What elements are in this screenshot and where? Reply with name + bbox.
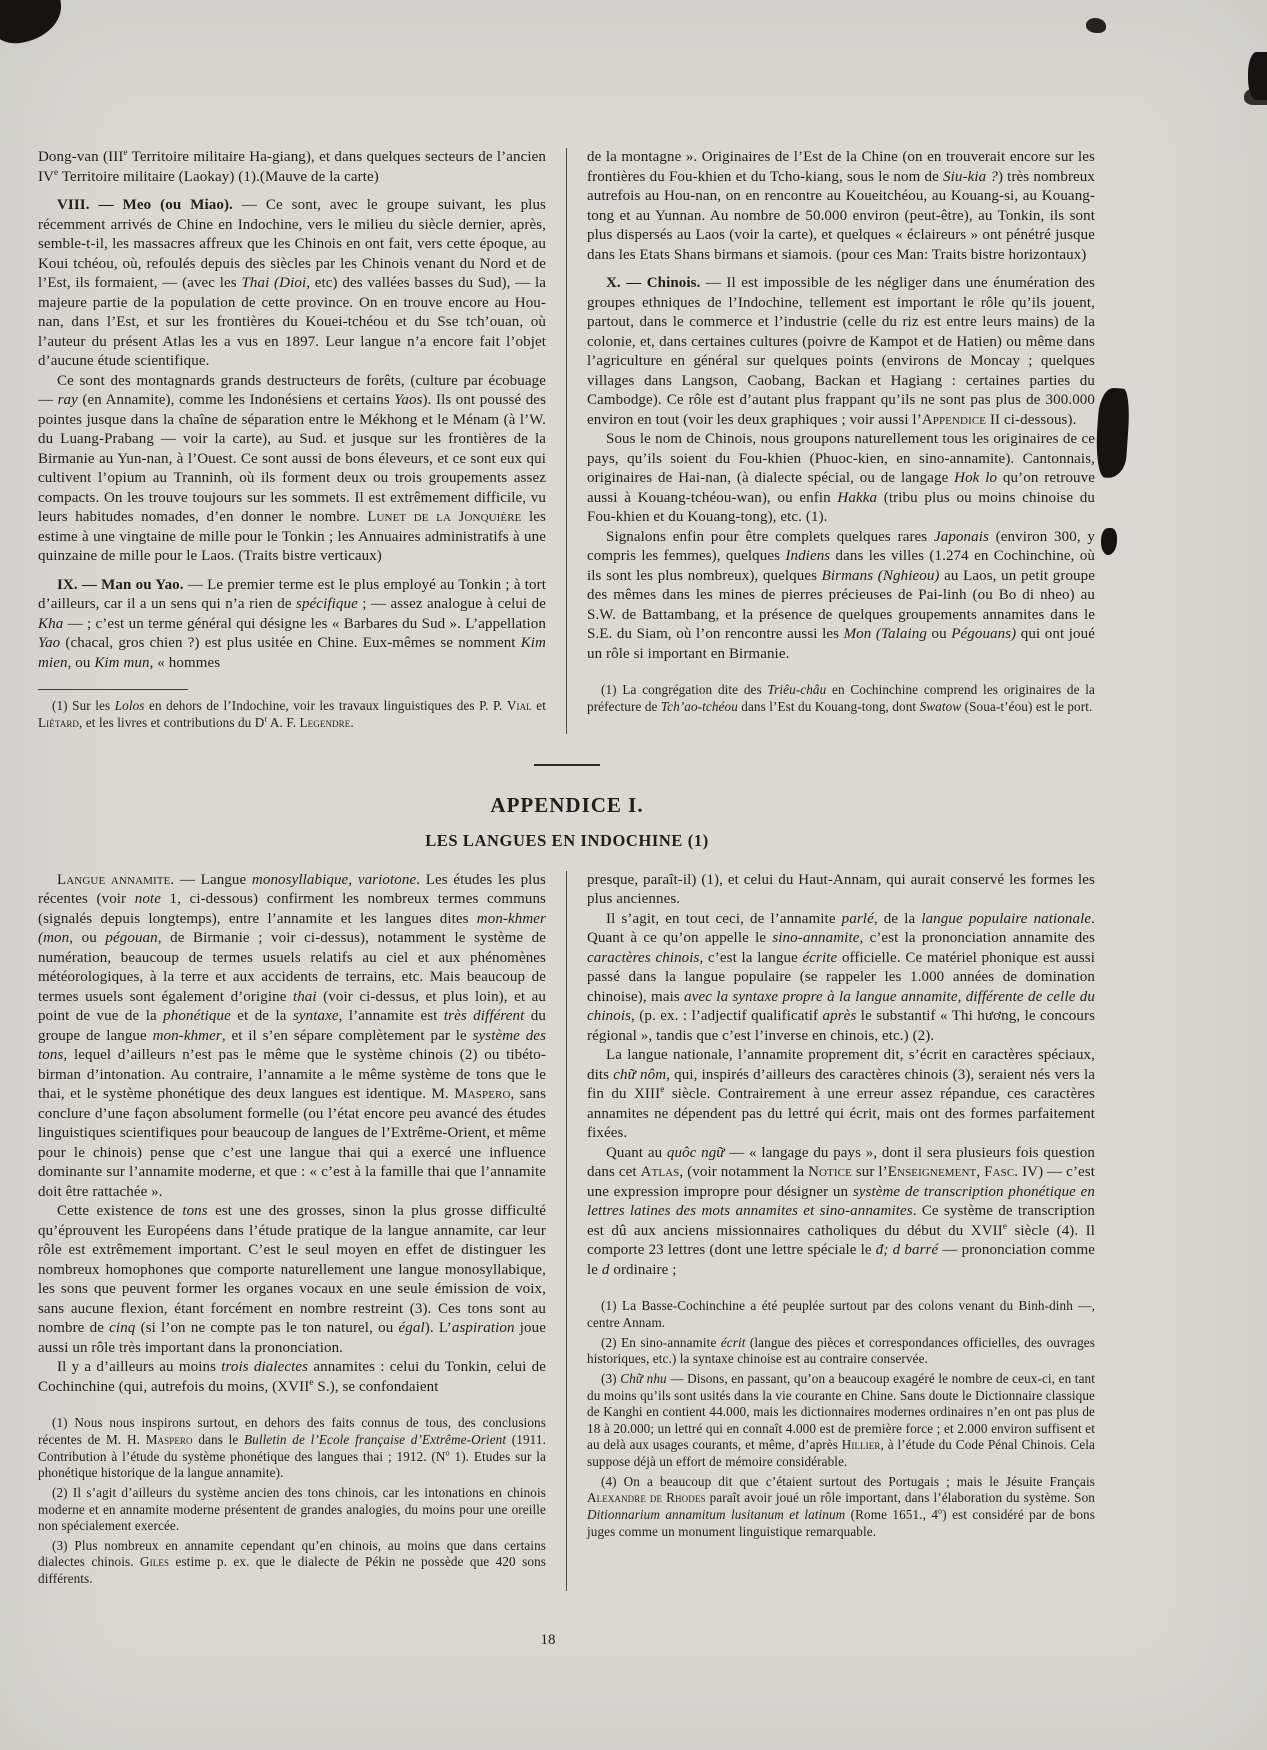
footnote: (4) On a beaucoup dit que c’étaient surtout des Portugais ; mais le Jésuite Français Alexandre de Rhodes paraît avoir joué un rôle important, dans l’élaboration du système. Son Ditionnarium annamitum lusitanum et latinum (Rome 1651., 4$^o$) est considéré par de bons juges comme un monument linguistique remarquable. (587, 1473, 1095, 1539)
footnote: (3) Chữ nhu — Disons, en passant, qu’on a beaucoup exagéré le nombre de ceux-ci, en tant du moins qu’ils sont usités dans la vie courante en Chine. Sans doute le Dictionnaire classique de Kanghi en contient 44.000, mais les dictionnaires modernes ordinaires n’en ont pas plus de 18 à 20.000; un lettré qui en connaît 4.000 est de première force ; et 2.000 environ suffisent et au delà aux usages courants, et même, d’après Hillier, à l’étude du Code Pénal Chinois. Cela suppose déjà un effort de mémoire considérable. (587, 1370, 1095, 1470)
top-left-footnotes (38, 698, 546, 731)
ethnic-groups-section (38, 148, 1096, 734)
top-right-footnotes (587, 682, 1095, 715)
appendix-subtitle: LES LANGUES EN INDOCHINE (1) (425, 830, 709, 850)
scan-artifact (1086, 18, 1106, 33)
paragraph: Il s’agit, en tout ceci, de l’annamite parlé, de la langue populaire nationale. Quant à ce qu’on appelle le sino-annamite, c’est la prononciation annamite des caractères chinois, c’est la langue écrite officielle. Ce matériel phonique est aussi passé dans la langue populaire (se rappeler les 1.000 années de domination chinoise), mais avec la syntaxe propre à la langue annamite, différente de celle du chinois, (p. ex. : l’adjectif qualificatif après le substantif « Thi hương, le concours régional », tandis que c’est l’inverse en chinois, etc.) (2). (587, 910, 1096, 1044)
paragraph: Signalons enfin pour être complets quelques rares Japonais (environ 300, y compris les femmes), quelques Indiens dans les villes (1.274 en Cochinchine, où ils sont les plus nombreux), quelques Birmans (Nghieou) au Laos, un petit groupe des mêmes dans les mines de pierres précieuses de Pai-linh (ou Bo di nheo) au S.W. de Battambang, et la présence de quelques groupements annamites dans le S.E. du Siam, où l’on rencontre aussi les Mon (Talaing ou Pégouans) qui ont joué un rôle si important en Birmanie. (587, 528, 1096, 662)
languages-section (38, 871, 1096, 1591)
footnote: (1) La congrégation dite des Triêu-châu en Cochinchine comprend les originaires de la préfecture de Tch’ao-tchéou dans l’Est du Kouang-tong, dont Swatow (Soua-t’éou) est le port. (587, 682, 1095, 714)
top-left-column (38, 148, 566, 734)
paragraph: de la montagne ». Originaires de l’Est de la Chine (on en trouverait encore sur les frontières du Fou-khien et du Tcho-kiang, sous le nom de Siu-kia ?) très nombreux autrefois au Hou-nan, on en rencontre au Koueitchéou, au Kouang-si, au Kouang-tong et au Yunnan. Au nombre de 50.000 environ (peut-être), au Tonkin, ils sont plus dispersés au Laos (voir la carte), et quelques « éclaireurs » ont pénétré jusque dans les Etats Shans birmans et siamois. (pour ces Man: Traits bistre horizontaux) (587, 149, 1095, 263)
footnote: (1) Sur les Lolos en dehors de l’Indochine, voir les travaux linguistiques des P. P. Vial et Liétard, et les livres et contributions du $D^r$ A. F. Legendre. (38, 698, 546, 730)
appendix-right-paragraphs (587, 871, 1095, 1281)
scan-artifact (1244, 88, 1267, 105)
footnote: (3) Plus nombreux en annamite cependant qu’en chinois, au moins que dans certains dialectes chinois. Giles estime p. ex. que le dialecte de Pékin ne possède que 420 sons différents. (38, 1537, 546, 1587)
top-left-paragraphs (38, 148, 546, 673)
footnote: (1) La Basse-Cochinchine a été peuplée surtout par des colons venant du Binh-dinh —, centre Annam. (587, 1298, 1095, 1331)
top-right-column (567, 148, 1095, 734)
appendix-right-footnotes (587, 1298, 1095, 1540)
appendix-left-column (38, 871, 566, 1591)
paragraph: Il y a d’ailleurs au moins trois dialectes annamites : celui du Tonkin, celui de Cochinchine (qui, autrefois du moins, (XVIIe S.), se confondaient (38, 1359, 546, 1395)
footnote-rule (38, 689, 188, 690)
scan-artifact (0, 0, 65, 46)
section-divider-rule (534, 764, 600, 766)
paragraph: Ce sont des montagnards grands destructeurs de forêts, (culture par écobuage — ray (en Annamite), comme les Indonésiens et certains Yaos). Ils ont poussé des pointes jusque dans la chaîne de séparation entre le Mékhong et le Ménam (à l’W. du Luang-Prabang — voir la carte), au Sud. et jusque sur les frontières de la Birmanie au Yun-nan, à l’Ouest. Ce sont aussi de bons éleveurs, et ce sont eux qui cultivent l’opium au Tranninh, où ils forment deux ou trois groupements assez compacts. On les trouve toujours sur les sommets. Il est extrêmement difficile, vu leurs habitudes nomades, d’en donner le nombre. Lunet de la Jonquière les estime à une vingtaine de mille pour le Tonkin ; les Annuaires administratifs à une quinzaine de mille pour le Laos. (Traits bistre verticaux) (38, 372, 547, 564)
paragraph: Sous le nom de Chinois, nous groupons naturellement tous les originaires de ce pays, qu’ils soient du Fou-khien (Phuoc-kien, en sino-annamite). Cantonnais, originaires de Hai-nan, (à dialecte spécial, ou de langage Hok lo qu’on retrouve aussi à Kouang-tchéou-wan), ou enfin Hakka (tribu plus ou moins chinoise du Fou-khien et du Kouang-tong), etc. (1). (587, 431, 1095, 525)
paragraph: VIII. — Meo (ou Miao). — Ce sont, avec le groupe suivant, les plus récemment arrivés de Chine en Indochine, vers le milieu du siècle dernier, après, semble-t-il, les massacres affreux que les Chinois en ont fait, vers cette époque, au Koui tchéou, où, refoulés depuis des siècles par les Chinois venant du Nord et de l’Est, ils formaient, — (avec les Thai (Dioi, etc) des vallées basses du Sud), — la majeure partie de la population de cette province. On en trouve encore au Hou-nan, dans l’Est, et sur les frontières du Kouei-tchéou et du Sse tch’ouan, où l’auteur du présent Atlas les a vus en 1897. Leur langue n’a encore fait l’objet d’aucune étude scientifique. (38, 197, 547, 369)
paragraph: Dong-van (IIIe Territoire militaire Ha-giang), et dans quelques secteurs de l’ancien IVe Territoire militaire (Laokay) (1).(Mauve de la carte) (38, 148, 546, 185)
paragraph: La langue nationale, l’annamite proprement dit, s’écrit en caractères spéciaux, dits chữ nôm, qui, inspirés d’ailleurs des caractères chinois (3), seraient nés vers la fin du XIIIe siècle. Contrairement à une erreur assez répandue, ces caractères annamites ne dépendent pas du lettré qui écrit, mais ont des formes parfaitement fixées. (587, 1047, 1095, 1142)
paragraph: Quant au quôc ngữ — « langage du pays », dont il sera plusieurs fois question dans cet Atlas, (voir notamment la Notice sur l’Enseignement, Fasc. IV) — c’est une expression impropre pour désigner un système de transcription phonétique en lettres latines des mots annamites et sino-annamites. Ce système de transcription est dû aux anciens missionnaires catholiques du début du XVIIe siècle (4). Il comporte 23 lettres (dont une lettre spéciale le đ; d barré — prononciation comme le d ordinaire ; (587, 1144, 1096, 1278)
top-right-paragraphs (587, 148, 1095, 664)
page-content (38, 148, 1096, 1591)
paragraph: presque, paraît-il) (1), et celui du Haut-Annam, qui aurait conservé les formes les plus anciennes. (587, 871, 1095, 908)
appendix-right-column (567, 871, 1095, 1591)
paragraph: Langue annamite. — Langue monosyllabique, variotone. Les études les plus récentes (voir note 1, ci-dessous) confirment les nombreux termes communs (signalés depuis longtemps), entre l’annamite et les langues dites mon-khmer (mon, ou pégouan, de Birmanie ; voir ci-dessus), notamment le système de numération, beaucoup de termes usuels relatifs au ciel et aux phénomènes météorologiques, à la terre et aux accidents de terrains, etc. Mais beaucoup de termes usuels sont également d’origine thai (voir ci-dessus, et plus loin), et au point de vue de la phonétique et de la syntaxe, l’annamite est très différent du groupe de langue mon-khmer, et il s’en sépare complètement par le système des tons, lequel d’ailleurs n’est pas le même que le système chinois (2) ou tibéto-birman d’intonation. Au contraire, l’annamite a le même système de tons que le thai, et le système phonétique des deux langues est identique. M. Maspero, sans conclure d’une façon absolument formelle (ou l’état encore peu avancé des études linguistiques scientifiques pour beaucoup de langues de l’Extrême-Orient, et même pour le chinois) pense que c’est une langue thai qui a exercé une influence dominante sur l’annamite moderne, et que : « c’est à la famille thai que l’annamite doit être rattachée ». (38, 871, 547, 1200)
paragraph: X. — Chinois. — Il est impossible de les négliger dans une énumération des groupes ethniques de l’Indochine, tellement est important le rôle qu’ils jouent, partout, dans le commerce et l’industrie (celle du riz est entre leurs mains) de la colonie, et, dans certaines cultures (poivre de Kampot et de Hatien) ou même dans l’agriculture en général sur quelques points (environs de Moncay ; quelques villages dans Langson, Caobang, Backan et Hagiang : certaines parties du Cambodge). Ce rôle est d’autant plus frappant qu’ils ne sont pas plus de 300.000 environ en tout (voir les deux graphiques ; voir aussi l’Appendice II ci-dessous). (587, 275, 1095, 428)
page-number: 18 (540, 1632, 556, 1648)
footnote: (2) Il s’agit d’ailleurs du système ancien des tons chinois, car les intonations en chinois moderne et en annamite moderne présentent de grandes analogies, du moins pour une oreille non spécialement exercée. (38, 1484, 546, 1534)
appendix-left-paragraphs (38, 871, 546, 1398)
scan-artifact (1101, 528, 1117, 555)
footnote: (2) En sino-annamite écrit (langue des pièces et correspondances officielles, des ouvrages historiques, etc.) la syntaxe chinoise est au contraire conservée. (587, 1334, 1095, 1367)
appendix-left-footnotes (38, 1415, 546, 1587)
footnote: (1) Nous nous inspirons surtout, en dehors des faits connus de tous, des conclusions récentes de M. H. Maspero dans le Bulletin de l’Ecole française d’Extrême-Orient (1911. Contribution à l’étude du système phonétique des langues thai ; 1912. ($N^o$ 1). Etudes sur la phonétique historique de la langue annamite). (38, 1415, 547, 1481)
appendix-title: APPENDICE I. (490, 793, 644, 818)
paragraph: Cette existence de tons est une des grosses, sinon la plus grosse difficulté qu’éprouvent les Européens dans l’étude pratique de la langue annamite, car leur rôle est extrêmement important. C’est le seul moyen en effet de distinguer les nombreux homophones que comporte naturellement une langue monosyllabique, les sons que peuvent former les organes vocaux en une seule émission de voix, sans aucune flexion, étant forcément en nombre restreint (3). Ces tons sont au nombre de cinq (si l’on ne compte pas le ton naturel, ou égal). L’aspiration joue aussi un rôle très important dans la prononciation. (38, 1203, 546, 1356)
scan-artifact (1094, 387, 1131, 479)
paragraph: IX. — Man ou Yao. — Le premier terme est le plus employé au Tonkin ; à tort d’ailleurs, car il a un sens qui n’a rien de spécifique ; — assez analogue à celui de Kha — ; c’est un terme général qui désigne les « Barbares du Sud ». L’appellation Yao (chacal, gros chien ?) est plus usitée en Chine. Eux-mêmes se nomment Kim mien, ou Kim mun, « hommes (38, 576, 547, 671)
